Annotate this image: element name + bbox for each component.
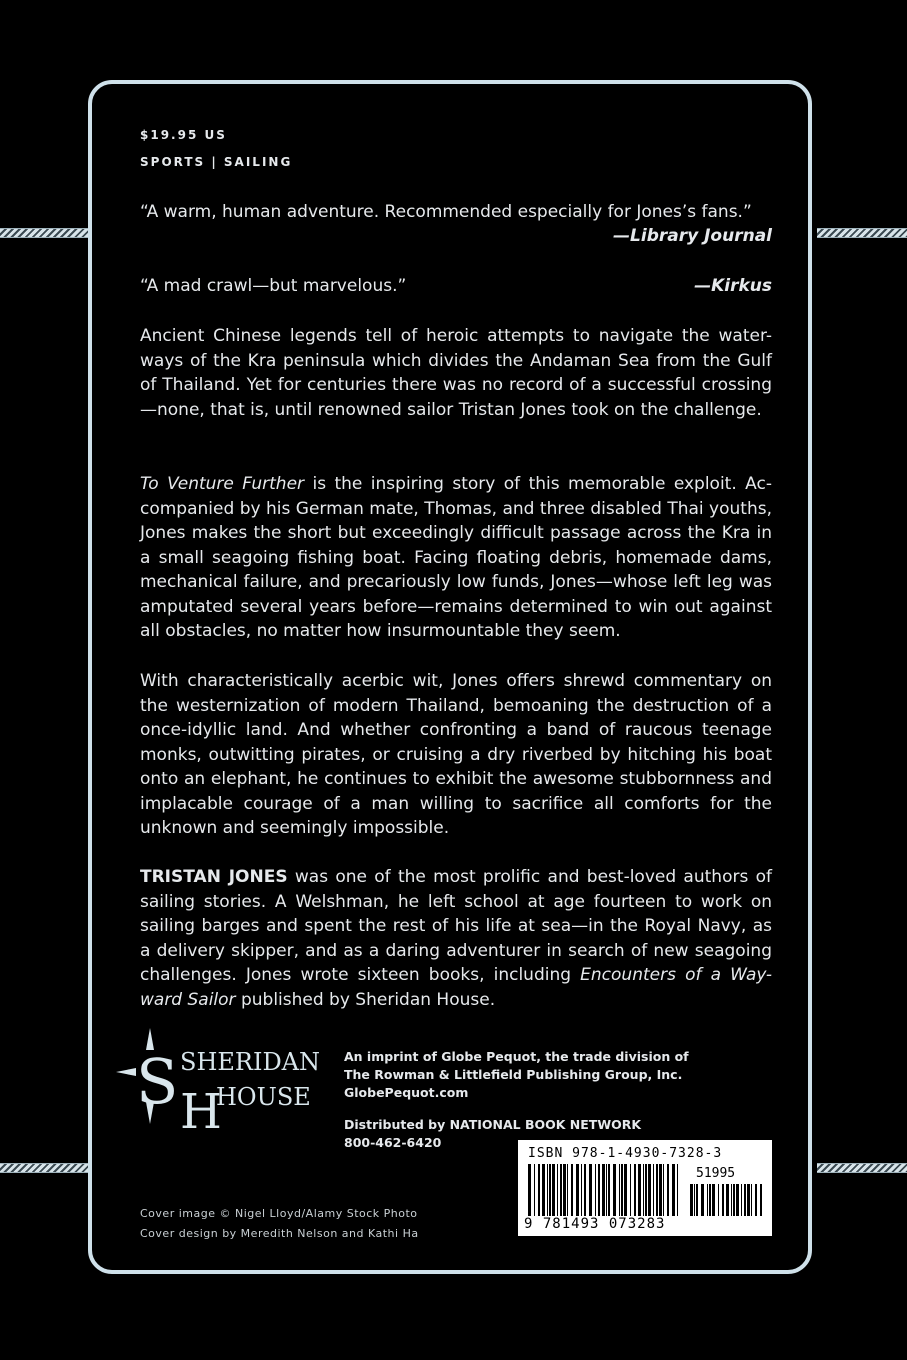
quote-source: —Kirkus [694,276,772,296]
barcode-bar [606,1164,607,1216]
barcode-bar [584,1164,586,1216]
barcode-bar [712,1184,715,1216]
barcode-bar [602,1164,605,1216]
barcode-bar [645,1164,647,1216]
quote-library-journal [140,200,772,248]
description-paragraph-1: Ancient Chinese legends tell of heroic attempts to navigate the water-ways of the Kra peninsula which divides the Andaman Sea from the Gulf of Thailand. Yet for centuries there was no record of a successful crossing—none, that is, until renowned sailor Tristan Jones took on the challenge. [140,326,772,420]
barcode-bar [571,1164,573,1216]
isbn-text: ISBN 978-1-4930-7328-3 [528,1146,723,1161]
barcode-bar [701,1184,704,1216]
barcode-bar [677,1164,678,1216]
barcode-bar [549,1164,551,1216]
imprint-website: GlobePequot.com [344,1085,469,1100]
barcode-bar [621,1164,623,1216]
compass-point-west [116,1068,136,1076]
barcode-bar [751,1184,752,1216]
barcode-bars [528,1164,678,1216]
barcode-bar [638,1164,641,1216]
credits [140,1204,419,1244]
barcode-bar [567,1164,568,1216]
category: SPORTS | SAILING [140,155,293,169]
barcode-bar [656,1164,658,1216]
barcode-bar [552,1164,555,1216]
quote-text: “A mad crawl—but marvelous.” [140,276,407,296]
barcode-bar [619,1164,620,1216]
barcode-bar [744,1184,746,1216]
barcode-bar [608,1164,610,1216]
barcode-bar [576,1164,579,1216]
barcode-bar [653,1164,654,1216]
barcode-bar [534,1164,535,1216]
quote-kirkus [140,274,772,298]
barcode-bar [733,1184,735,1216]
distributor: Distributed by NATIONAL BOOK NETWORK [344,1117,642,1132]
quote-source: —Library Journal [613,226,772,246]
barcode-bar [528,1164,531,1216]
barcode-bar [643,1164,644,1216]
barcode-bar [648,1164,651,1216]
barcode-bar [563,1164,566,1216]
barcode-bar [726,1184,729,1216]
publisher-info [344,1048,764,1152]
imprint-line-2: The Rowman & Littlefield Publishing Group, Inc. [344,1067,683,1082]
back-cover-panel [88,80,812,1274]
logo-line-2: HOUSE [216,1083,311,1111]
addon-bars [690,1184,762,1216]
description-paragraph-2: To Venture Further is the inspiring story of this memorable exploit. Ac-companied by his German mate, Thomas, and three disabled Thai youths, Jones makes the short but exceedingly difficult passage across the Kra in a small seagoing fishing boat. Facing floating debris, homemade dams, mechanical failure, and precariously low funds, Jones—whose left leg was amputated several years before—remains determined to win out against all obstacles, no matter how insurmountable they seem. [140,474,772,641]
author-bio: TRISTAN JONES was one of the most prolific and best-loved authors of sailing stories. A Welshman, he left school at age fourteen to work on sailing barges and spent the rest of his life at sea—in the Royal Navy, as a delivery skipper, and as a daring adventurer in search of new seagoing challenges. Jones wrote sixteen books, including Encounters of a Way-ward Sailor published by Sheridan House. [140,867,773,1010]
distributor-phone: 800-462-6420 [344,1135,442,1150]
barcode-bar [696,1184,698,1216]
rope-right-bottom [817,1163,907,1173]
rope-left-bottom [0,1163,90,1173]
svg-text:S: S [136,1045,179,1118]
barcode-bar [542,1164,545,1216]
barcode-bar [613,1164,616,1216]
barcode-bar [755,1184,757,1216]
quote-text: “A warm, human adventure. Recommended especially for Jones’s fans.” [140,202,752,222]
barcode-bar [624,1164,627,1216]
barcode-bar [595,1164,596,1216]
barcode-bar [672,1164,675,1216]
barcode-digits: 9 781493 073283 [524,1216,666,1232]
barcode-bar [718,1184,719,1216]
price-addon-number: 51995 [696,1166,736,1181]
barcode-bar [731,1184,732,1216]
barcode-bar [557,1164,558,1216]
cover-image-credit: Cover image © Nigel Lloyd/Alamy Stock Photo [140,1207,418,1220]
barcode-bar [598,1164,600,1216]
barcode-bar [538,1164,540,1216]
price: $19.95 US [140,128,227,142]
barcode-bar [589,1164,592,1216]
barcode-bar [736,1184,739,1216]
barcode-bar [659,1164,662,1216]
description-paragraph-3: With characteristically acerbic wit, Jones offers shrewd commentary on the westernization of modern Thailand, bemoaning the destruction of a once-idyllic land. And whether confronting a band of raucous teenage monks, outwitting pirates, or cruising a dry riverbed by hitching his boat onto an elephant, he continues to exhibit the awesome stubbornness and implacable courage of a man willing to sacrifice all comforts for the unknown and seemingly impossible. [140,671,772,838]
cover-design-credit: Cover design by Meredith Nelson and Kathi Ha [140,1227,419,1240]
barcode-bar [747,1184,750,1216]
logo-line-1: SHERIDAN [180,1048,321,1076]
barcode-bar [560,1164,562,1216]
barcode-bar [663,1164,664,1216]
barcode-bar [741,1184,742,1216]
barcode-bar [707,1184,708,1216]
barcode [518,1140,772,1236]
barcode-bar [722,1184,724,1216]
barcode-bar [709,1184,711,1216]
rope-left-top [0,228,90,238]
svg-text:H: H [180,1084,222,1138]
author-name: TRISTAN JONES [140,867,288,887]
rope-right-top [817,228,907,238]
barcode-bar [760,1184,762,1216]
barcode-bar [581,1164,582,1216]
barcode-bar [547,1164,548,1216]
imprint-line-1: An imprint of Globe Pequot, the trade division of [344,1049,689,1064]
book-title: To Venture Further [140,474,305,494]
barcode-bar [694,1184,695,1216]
barcode-bar [690,1184,693,1216]
barcode-bar [667,1164,669,1216]
barcode-bar [634,1164,636,1216]
barcode-bar [630,1164,631,1216]
other-book-title: Encounters of a Way-ward Sailor [140,965,773,1010]
sheridan-house-logo [116,1028,336,1138]
